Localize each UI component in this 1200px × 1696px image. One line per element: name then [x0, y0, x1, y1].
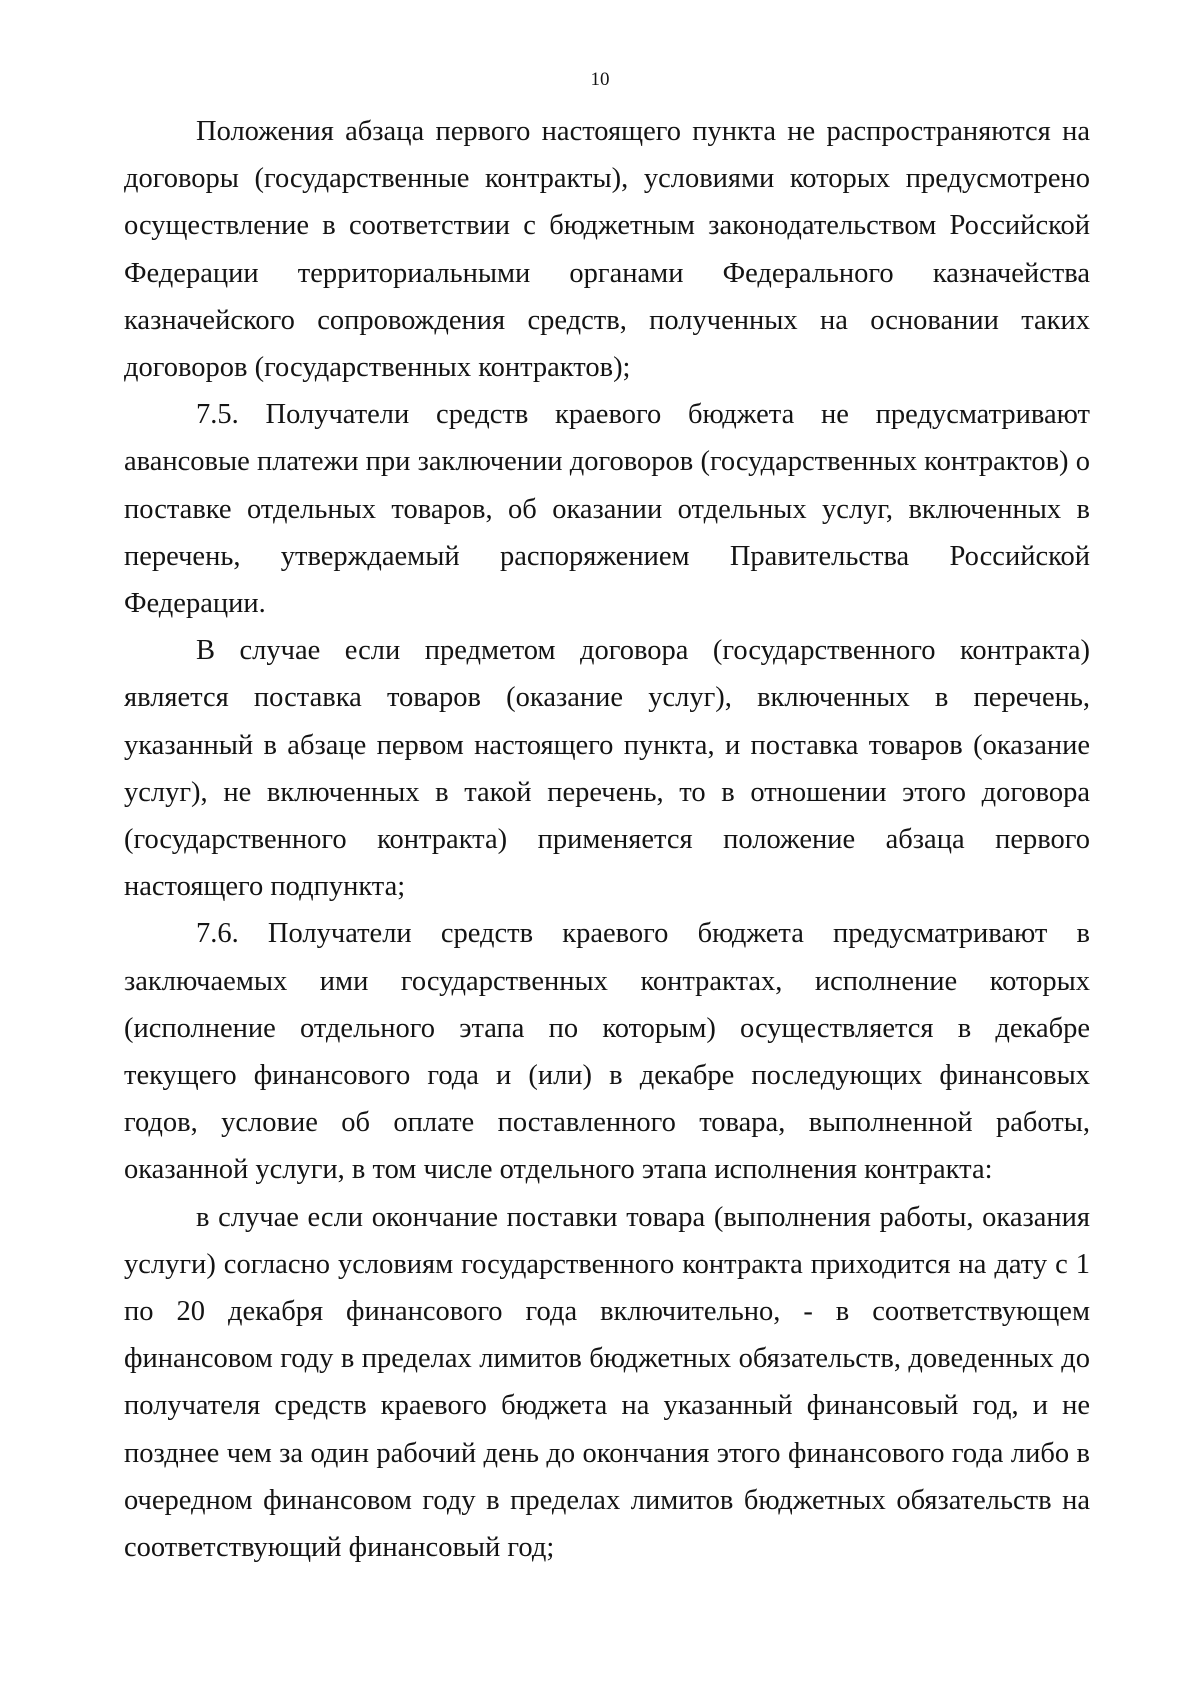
paragraph-7-6: 7.6. Получатели средств краевого бюджета предусматривают в заключаемых ими государственных контрактах, исполнение которых (исполнение отдельного этапа по которым) осуществляется в декабре текущего финансового года и (или) в декабре последующих финансовых годов, условие об оплате поставленного товара, выполненной работы, оказанной услуги, в том числе отдельного этапа исполнения контракта: [124, 918, 1090, 1186]
paragraph-december-payment: в случае если окончание поставки товара (выполнения работы, оказания услуги) согласно условиям государственного контракта приходится на дату с 1 по 20 декабря финансового года включительно, - в соответствующем финансовом году в пределах лимитов бюджетных обязательств, доведенных до получателя средств краевого бюджета на указанный финансовый год, и не позднее чем за один рабочий день до окончания этого финансового года либо в очередном финансовом году в пределах лимитов бюджетных обязательств на соответствующий финансовый год; [124, 1201, 1090, 1564]
document-body [124, 108, 1090, 1571]
page-number: 10 [590, 69, 610, 90]
paragraph-abzac-provisions: Положения абзаца первого настоящего пункта не распространяются на договоры (государственные контракты), условиями которых предусмотрено осуществление в соответствии с бюджетным законодательством Российской Федерации территориальными органами Федерального казначейства казначейского сопровождения средств, полученных на основании таких договоров (государственных контрактов); [124, 116, 1090, 384]
paragraph-7-5: 7.5. Получатели средств краевого бюджета не предусматривают авансовые платежи при заключении договоров (государственных контрактов) о поставке отдельных товаров, об оказании отдельных услуг, включенных в перечень, утверждаемый распоряжением Правительства Российской Федерации. [124, 399, 1090, 620]
paragraph-mixed-supply: В случае если предметом договора (государственного контракта) является поставка товаров (оказание услуг), включенных в перечень, указанный в абзаце первом настоящего пункта, и поставка товаров (оказание услуг), не включенных в такой перечень, то в отношении этого договора (государственного контракта) применяется положение абзаца первого настоящего подпункта; [124, 635, 1090, 903]
